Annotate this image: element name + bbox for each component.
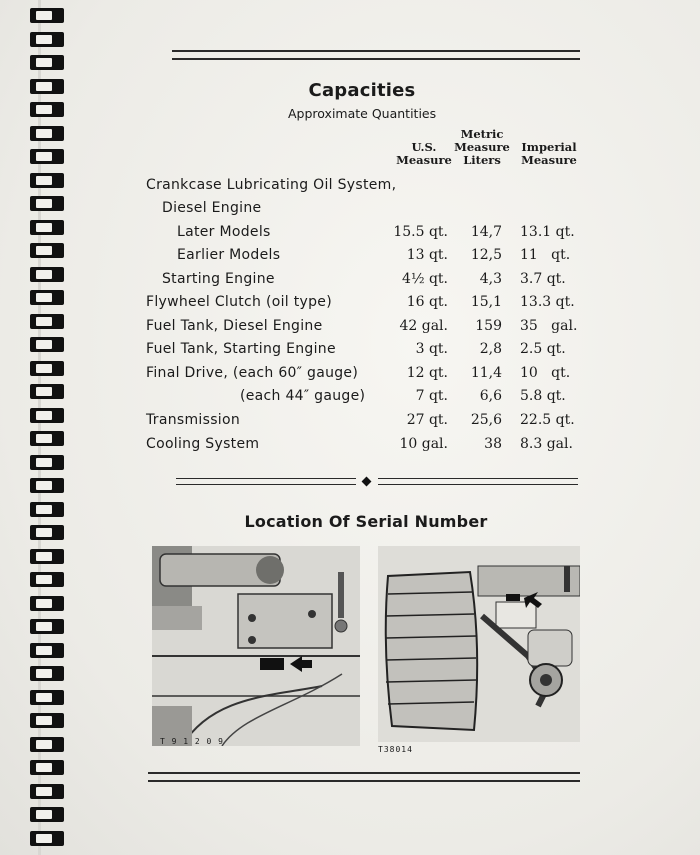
binding-hole xyxy=(30,361,64,376)
binding-hole xyxy=(30,619,64,634)
middle-rule-bottom-right xyxy=(378,484,578,485)
binding-hole xyxy=(30,149,64,164)
capacity-metric-value: 11,4 xyxy=(470,365,502,381)
serial-title: Location Of Serial Number xyxy=(244,512,488,531)
binding-hole xyxy=(30,572,64,587)
engine-photo-left xyxy=(152,546,360,746)
capacity-us-value: 13 qt. xyxy=(406,247,448,263)
binding-hole xyxy=(30,455,64,470)
binding-hole xyxy=(30,549,64,564)
capacity-row-label: Diesel Engine xyxy=(162,200,262,216)
binding-hole xyxy=(30,784,64,799)
binding-hole xyxy=(30,713,64,728)
capacity-row-label: Earlier Models xyxy=(177,247,281,263)
capacity-row-label: Later Models xyxy=(177,224,271,240)
capacity-metric-value: 4,3 xyxy=(479,271,502,287)
top-rule xyxy=(172,50,580,60)
capacity-metric-value: 6,6 xyxy=(479,388,502,404)
capacity-imperial-value: 13.3 qt. xyxy=(520,294,575,310)
capacity-metric-value: 2,8 xyxy=(479,341,502,357)
spiral-binding xyxy=(0,0,72,855)
column-header-imperial: Imperial Measure xyxy=(521,140,577,167)
binding-hole xyxy=(30,267,64,282)
middle-rule-top-right xyxy=(378,478,578,479)
binding-hole xyxy=(30,831,64,846)
capacity-row-label: Starting Engine xyxy=(162,271,275,287)
capacity-imperial-value: 3.7 qt. xyxy=(520,271,566,287)
capacity-row-label: Cooling System xyxy=(146,436,260,452)
binding-hole xyxy=(30,337,64,352)
capacity-imperial-value: 35 gal. xyxy=(520,318,578,334)
capacity-imperial-value: 13.1 qt. xyxy=(520,224,575,240)
binding-hole xyxy=(30,55,64,70)
binding-hole xyxy=(30,243,64,258)
binding-hole xyxy=(30,102,64,117)
column-header-metric: Metric Measure Liters xyxy=(454,127,510,167)
capacity-metric-value: 15,1 xyxy=(470,294,502,310)
capacities-title: Capacities xyxy=(308,80,416,101)
capacity-us-value: 10 gal. xyxy=(399,436,448,452)
binding-hole xyxy=(30,173,64,188)
capacity-row-label: Fuel Tank, Diesel Engine xyxy=(146,318,323,334)
binding-hole xyxy=(30,478,64,493)
binding-hole xyxy=(30,431,64,446)
capacity-imperial-value: 8.3 gal. xyxy=(520,436,573,452)
capacity-imperial-value: 5.8 qt. xyxy=(520,388,566,404)
capacities-subtitle: Approximate Quantities xyxy=(288,106,437,121)
capacity-imperial-value: 11 qt. xyxy=(520,247,571,263)
binding-hole xyxy=(30,290,64,305)
binding-hole xyxy=(30,384,64,399)
capacity-imperial-value: 22.5 qt. xyxy=(520,412,575,428)
binding-hole xyxy=(30,32,64,47)
capacity-row-label: Final Drive, (each 60″ gauge) xyxy=(146,365,359,381)
capacity-imperial-value: 10 qt. xyxy=(520,365,571,381)
column-header-us: U.S. Measure xyxy=(396,140,452,167)
middle-rule-top xyxy=(176,478,356,479)
binding-hole xyxy=(30,314,64,329)
capacity-us-value: 15.5 qt. xyxy=(393,224,448,240)
capacity-imperial-value: 2.5 qt. xyxy=(520,341,566,357)
binding-hole xyxy=(30,737,64,752)
binding-hole xyxy=(30,643,64,658)
binding-hole xyxy=(30,196,64,211)
binding-hole xyxy=(30,760,64,775)
capacity-row-label: (each 44″ gauge) xyxy=(240,388,366,404)
bottom-rule xyxy=(148,772,580,782)
binding-hole xyxy=(30,220,64,235)
capacity-us-value: 42 gal. xyxy=(399,318,448,334)
capacity-metric-value: 14,7 xyxy=(470,224,502,240)
binding-hole xyxy=(30,8,64,23)
capacity-metric-value: 25,6 xyxy=(470,412,502,428)
capacity-us-value: 16 qt. xyxy=(406,294,448,310)
left-photo-caption: T 9 1 2 0 9 xyxy=(160,737,224,746)
middle-rule-bottom xyxy=(176,484,356,485)
binding-hole xyxy=(30,596,64,611)
capacity-metric-value: 12,5 xyxy=(470,247,502,263)
capacity-row-label: Transmission xyxy=(146,412,241,428)
binding-hole xyxy=(30,807,64,822)
binding-hole xyxy=(30,666,64,681)
tractor-photo-right xyxy=(378,546,580,742)
binding-hole xyxy=(30,690,64,705)
capacity-us-value: 7 qt. xyxy=(415,388,448,404)
capacity-us-value: 27 qt. xyxy=(406,412,448,428)
capacity-us-value: 4½ qt. xyxy=(402,271,448,287)
capacity-row-label: Crankcase Lubricating Oil System, xyxy=(146,177,397,193)
capacity-row-label: Flywheel Clutch (oil type) xyxy=(146,294,332,310)
binding-hole xyxy=(30,126,64,141)
binding-hole xyxy=(30,408,64,423)
right-photo-caption: T38014 xyxy=(378,745,413,754)
capacity-metric-value: 159 xyxy=(475,318,502,334)
capacity-us-value: 12 qt. xyxy=(406,365,448,381)
capacity-us-value: 3 qt. xyxy=(415,341,448,357)
capacity-row-label: Fuel Tank, Starting Engine xyxy=(146,341,336,357)
ornament-diamond-icon xyxy=(362,477,372,487)
capacity-metric-value: 38 xyxy=(484,436,502,452)
